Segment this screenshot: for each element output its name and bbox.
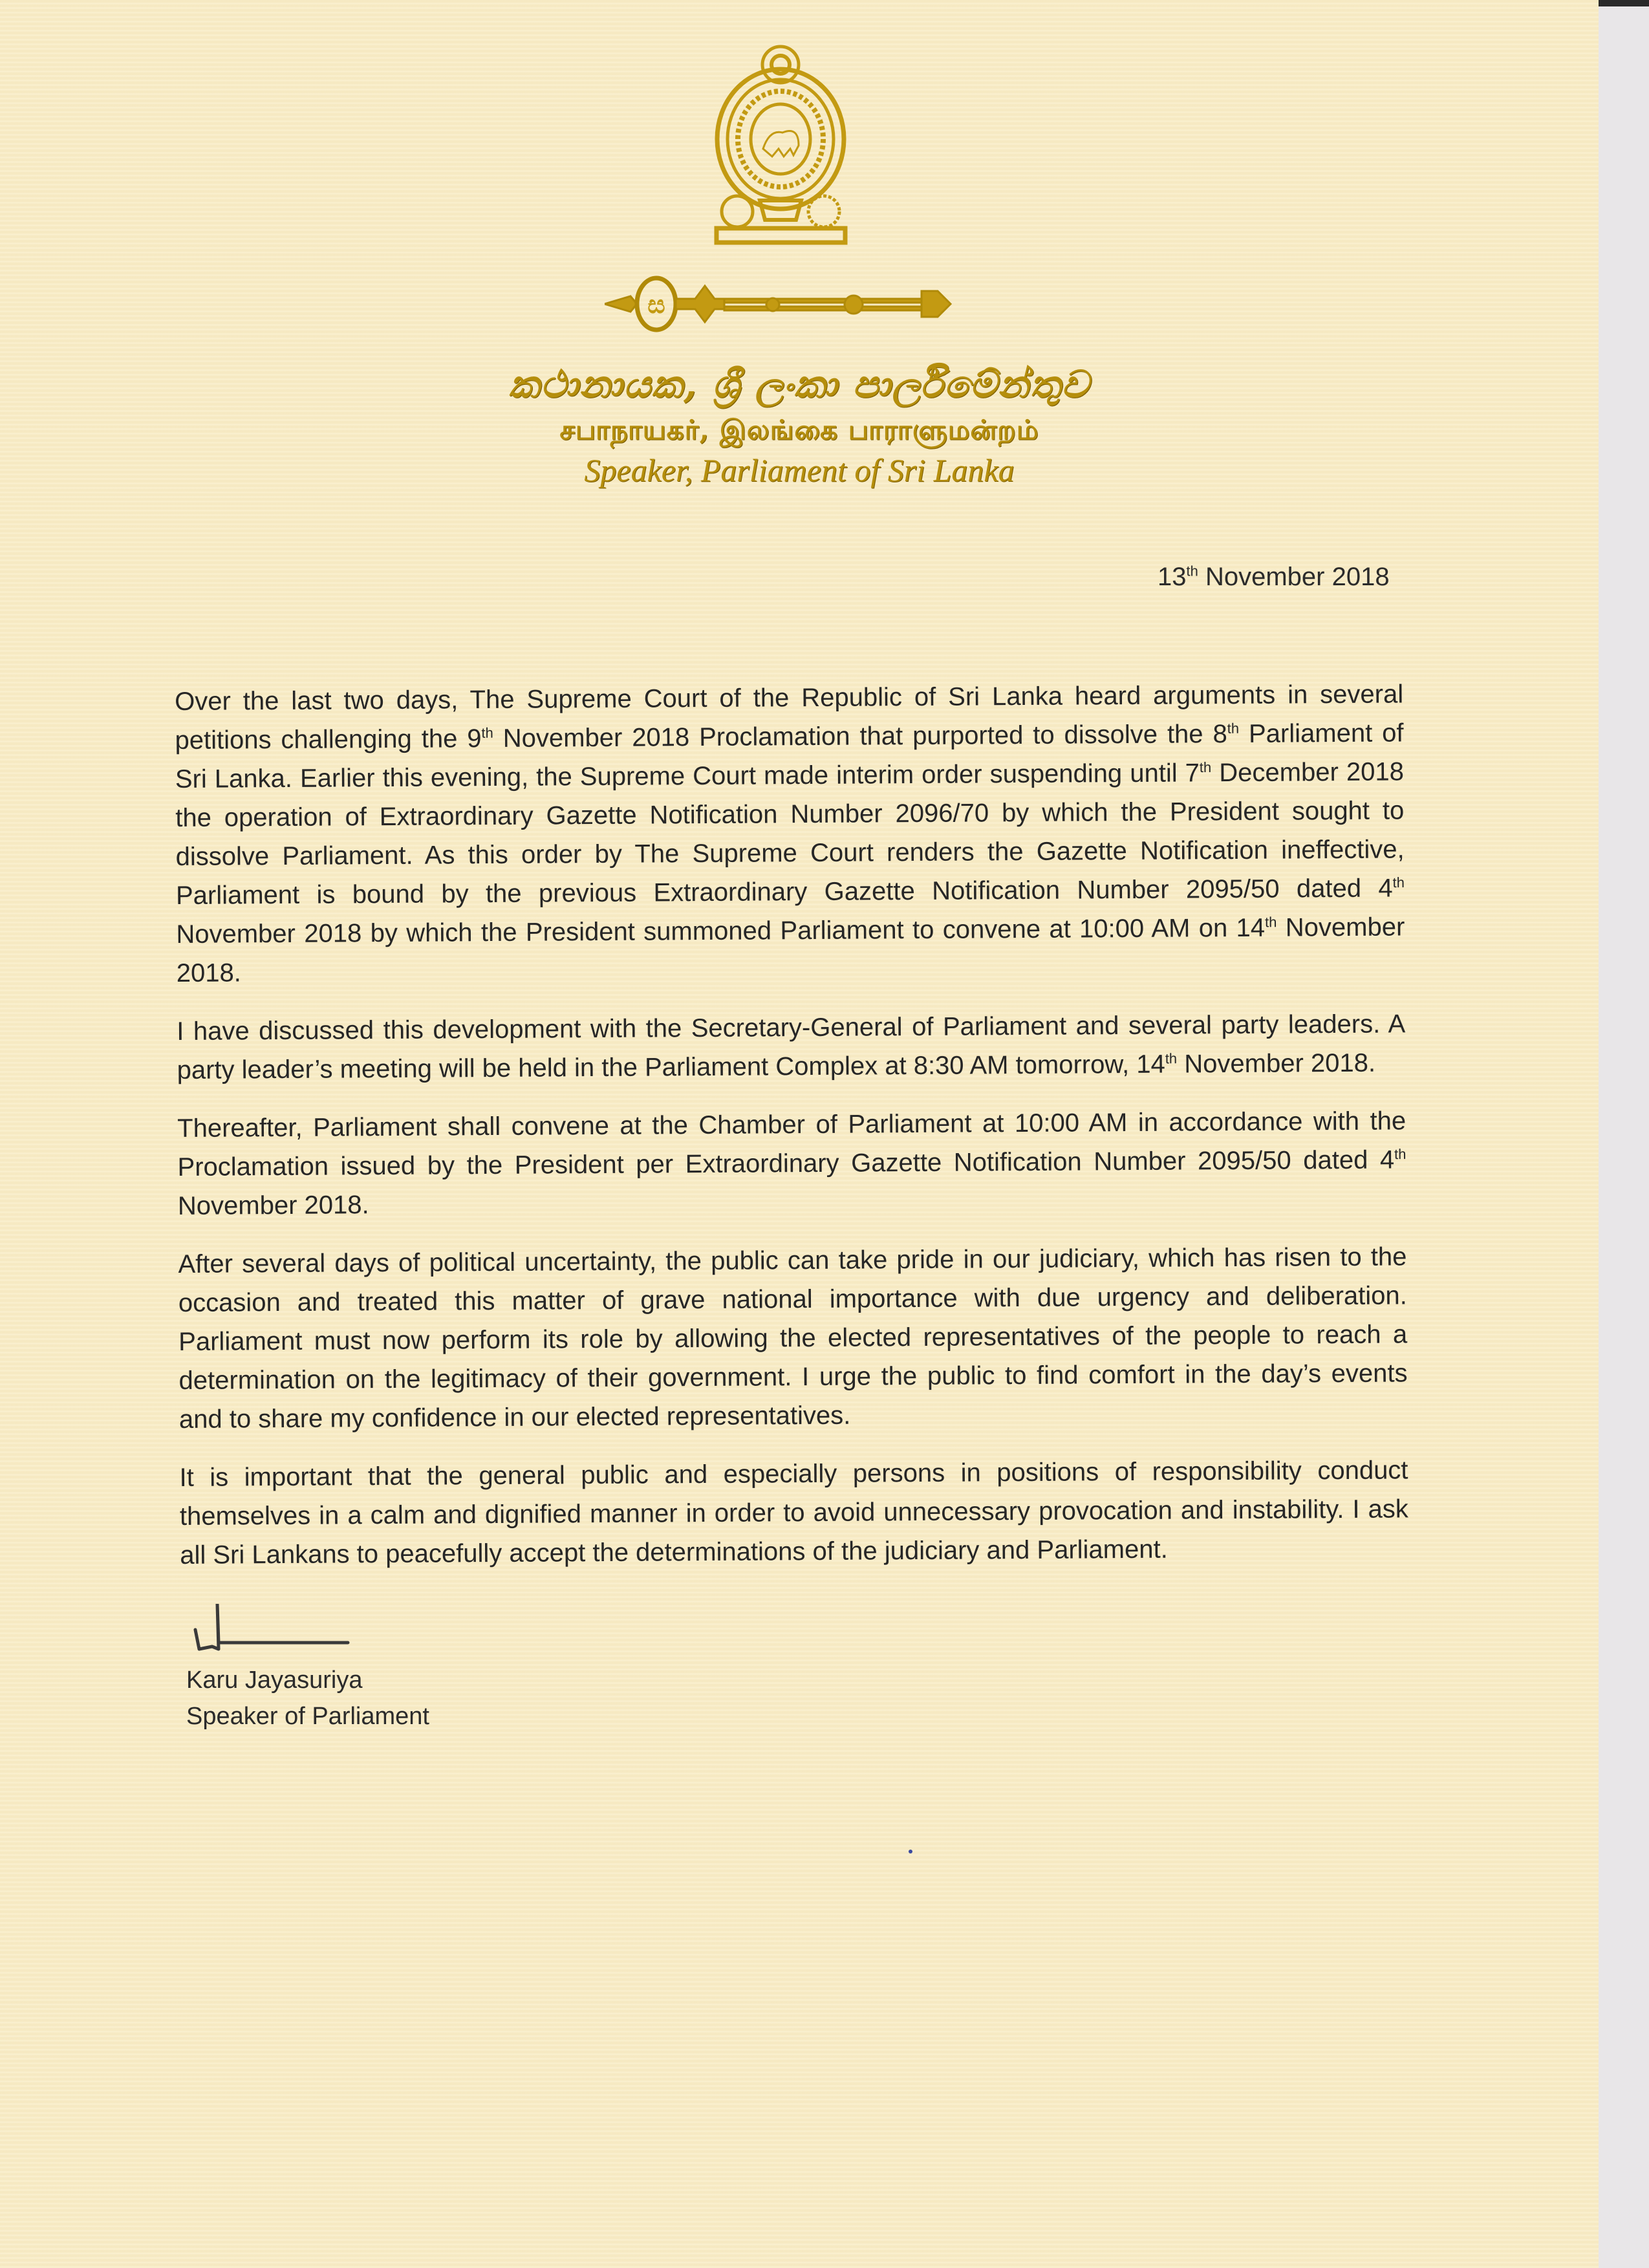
paragraph-text: November 2018 by which the President summoned Parliament to convene at 10:00 AM on 14	[176, 913, 1266, 949]
national-emblem-icon	[711, 42, 850, 249]
date-suffix: th	[1186, 563, 1198, 579]
paragraph-5	[179, 1451, 1408, 1575]
paragraph-text: It is important that the general public and especially persons in positions of responsibility conduct themselves in a calm and dignified manner in order to avoid unnecessary provocation and instability. I ask all Sri Lankans to peacefully accept the determinations of the judiciary and Parliament.	[179, 1456, 1408, 1570]
ordinal-suffix: th	[1392, 874, 1405, 891]
signature-icon	[188, 1604, 356, 1656]
paragraph-text: November 2018 Proclamation that purported to dissolve the 8	[493, 720, 1227, 753]
letterhead-tamil: சபாநாயகர், இலங்கை பாராளுமன்றம்	[559, 414, 1039, 446]
paragraph-1	[175, 675, 1405, 993]
signatory-title: Speaker of Parliament	[186, 1703, 429, 1730]
ink-speck	[909, 1850, 912, 1853]
paragraph-2	[177, 1004, 1406, 1090]
scanner-edge	[1599, 0, 1649, 6]
ordinal-suffix: th	[1227, 720, 1240, 737]
paragraph-text: Thereafter, Parliament shall convene at the Chamber of Parliament at 10:00 AM in accordance with the Proclamation issued by the President per Extraordinary Gazette Notification Number 2095/50 dated 4	[177, 1107, 1406, 1182]
paragraph-text: December 2018 the operation of Extraordinary Gazette Notification Number 2096/70 by which the President sought to dissolve Parliament. As this order by The Supreme Court renders the Gazette Notification ineffective, Parliament is bound by the previous Extraordinary Gazette Notification Number 2095/50 dated 4	[175, 757, 1405, 910]
paragraph-text: November 2018.	[176, 913, 1405, 988]
paragraph-text: After several days of political uncertainty, the public can take pride in our judiciary, which has risen to the occasion and treated this matter of grave national importance with due urgency and deliberation. Parliament must now perform its role by allowing the elected representatives of the people to reach a determination on the legitimacy of their government. I urge the public to find comfort in the day’s events and to share my confidence in our elected representatives.	[178, 1242, 1408, 1434]
signatory-name: Karu Jayasuriya	[186, 1667, 363, 1694]
paragraph-text: Over the last two days, The Supreme Court of the Republic of Sri Lanka heard arguments in several petitions challenging the 9	[175, 680, 1404, 755]
ordinal-suffix: th	[481, 724, 493, 741]
mace-icon	[605, 272, 954, 336]
paragraph-text: November 2018.	[1177, 1048, 1376, 1079]
letter-body	[175, 675, 1409, 1594]
mace-letter: ස	[647, 290, 665, 319]
paragraph-text: Parliament of Sri Lanka. Earlier this evening, the Supreme Court made interim order suspending until 7	[175, 718, 1404, 794]
ordinal-suffix: th	[1165, 1050, 1178, 1067]
signature-block	[186, 1662, 429, 1734]
paragraph-3	[177, 1101, 1406, 1226]
paragraph-text: November 2018.	[177, 1191, 369, 1220]
date-rest: November 2018	[1205, 563, 1390, 591]
ordinal-suffix: th	[1264, 914, 1277, 931]
paragraph-4	[178, 1237, 1408, 1439]
date-day: 13	[1158, 563, 1187, 591]
ordinal-suffix: th	[1199, 759, 1212, 775]
ordinal-suffix: th	[1394, 1146, 1406, 1163]
letter-date	[1158, 563, 1390, 592]
letterhead-sinhala: කථානායක, ශ්‍රී ලංකා පාර්ලිමේන්තුව	[508, 362, 1090, 406]
paragraph-text: I have discussed this development with the Secretary-General of Parliament and several party leaders. A party leader’s meeting will be held in the Parliament Complex at 8:30 AM tomorrow, 14	[177, 1010, 1406, 1085]
scanner-background	[1599, 0, 1649, 2268]
letterhead-english: Speaker, Parliament of Sri Lanka	[584, 452, 1015, 488]
